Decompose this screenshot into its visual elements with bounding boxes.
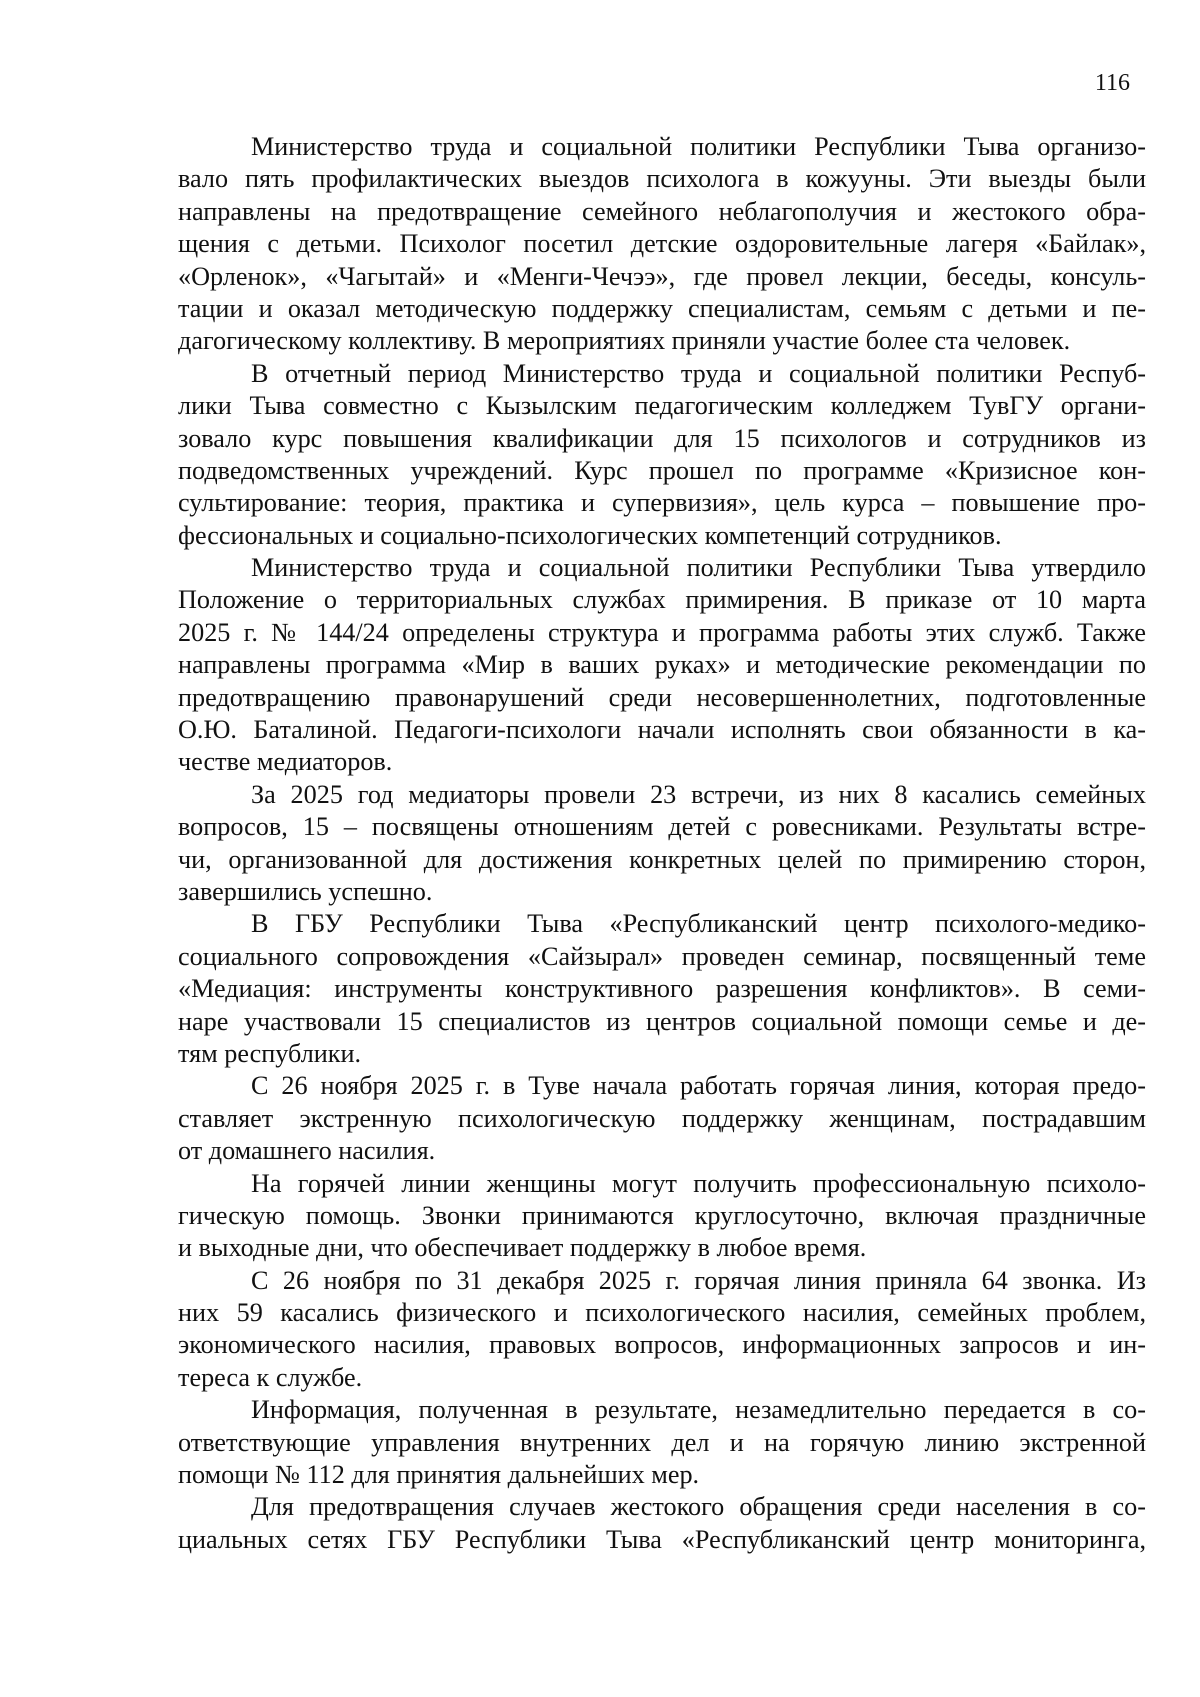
text-line: Информация, полученная в результате, незамедлительно передается в со- — [251, 1395, 1146, 1425]
paragraph — [178, 908, 1146, 1070]
text-line: от домашнего насилия. — [178, 1136, 436, 1166]
text-line: С 26 ноября 2025 г. в Туве начала работать горячая линия, которая предо- — [251, 1071, 1146, 1101]
text-line: вало пять профилактических выездов психолога в кожууны. Эти выезды были — [178, 164, 1146, 194]
text-line: Положение о территориальных службах примирения. В приказе от 10 марта — [178, 585, 1146, 615]
paragraph — [178, 1070, 1146, 1167]
text-line: честве медиаторов. — [178, 747, 393, 777]
text-line: экономического насилия, правовых вопросов, информационных запросов и ин- — [178, 1330, 1146, 1360]
text-line: Министерство труда и социальной политики Республики Тыва организо- — [251, 132, 1146, 161]
text-line: В ГБУ Республики Тыва «Республиканский центр психолого-медико- — [251, 909, 1146, 939]
text-line: 2025 г. № 144/24 определены структура и программа работы этих служб. Также — [178, 617, 1146, 647]
text-line: ставляет экстренную психологическую поддержку женщинам, пострадавшим — [178, 1103, 1146, 1133]
paragraph — [178, 552, 1146, 779]
text-line: завершились успешно. — [178, 876, 433, 906]
text-line: тации и оказал методическую поддержку специалистам, семьям с детьми и пе- — [178, 293, 1146, 323]
paragraph — [178, 1168, 1146, 1265]
text-line: наре участвовали 15 специалистов из центров социальной помощи семье и де- — [178, 1006, 1146, 1036]
paragraph — [178, 1394, 1146, 1491]
text-line: направлены на предотвращение семейного неблагополучия и жестокого обра- — [178, 196, 1146, 226]
text-line: фессиональных и социально-психологических компетенций сотрудников. — [178, 520, 1002, 550]
paragraph — [178, 1265, 1146, 1395]
text-line: щения с детьми. Психолог посетил детские оздоровительные лагеря «Байлак», — [178, 229, 1146, 259]
text-line: Министерство труда и социальной политики Республики Тыва утвердило — [251, 553, 1146, 583]
text-line: На горячей линии женщины могут получить профессиональную психоло- — [251, 1168, 1146, 1198]
text-line: В отчетный период Министерство труда и социальной политики Респуб- — [251, 358, 1146, 388]
text-line: тереса к службе. — [178, 1362, 363, 1392]
text-line: «Орленок», «Чагытай» и «Менги-Чечээ», где провел лекции, беседы, консуль- — [178, 261, 1146, 291]
page-number: 116 — [1094, 70, 1130, 96]
paragraph — [178, 1491, 1146, 1556]
text-line: ответствующие управления внутренних дел и на горячую линию экстренной — [178, 1427, 1146, 1457]
text-line: циальных сетях ГБУ Республики Тыва «Республиканский центр мониторинга, — [178, 1524, 1146, 1554]
text-line: направлены программа «Мир в ваших руках» и методические рекомендации по — [178, 650, 1146, 680]
text-line: помощи № 112 для принятия дальнейших мер. — [178, 1460, 700, 1490]
paragraph — [178, 779, 1146, 909]
text-line: социального сопровождения «Сайзырал» проведен семинар, посвященный теме — [178, 941, 1146, 971]
text-line: лики Тыва совместно с Кызылским педагогическим колледжем ТувГУ органи- — [178, 391, 1146, 421]
text-line: Для предотвращения случаев жестокого обращения среди населения в со- — [251, 1492, 1146, 1522]
text-line: подведомственных учреждений. Курс прошел по программе «Кризисное кон- — [178, 455, 1146, 485]
text-line: тям республики. — [178, 1038, 362, 1068]
text-line: них 59 касались физического и психологического насилия, семейных проблем, — [178, 1298, 1146, 1328]
text-line: сультирование: теория, практика и супервизия», цель курса – повышение про- — [178, 488, 1146, 518]
text-line: предотвращению правонарушений среди несовершеннолетних, подготовленные — [178, 682, 1146, 712]
text-line: О.Ю. Баталиной. Педагоги-психологи начали исполнять свои обязанности в ка- — [178, 715, 1146, 745]
text-line: зовало курс повышения квалификации для 15 психологов и сотрудников из — [178, 423, 1146, 453]
paragraph — [178, 131, 1146, 358]
text-line: и выходные дни, что обеспечивает поддержку в любое время. — [178, 1233, 867, 1263]
text-line: С 26 ноября по 31 декабря 2025 г. горячая линия приняла 64 звонка. Из — [251, 1265, 1146, 1295]
paragraph — [178, 358, 1146, 552]
body-text — [178, 131, 1146, 1556]
text-line: гическую помощь. Звонки принимаются круглосуточно, включая праздничные — [178, 1200, 1146, 1230]
text-line: чи, организованной для достижения конкретных целей по примирению сторон, — [178, 844, 1146, 874]
text-line: За 2025 год медиаторы провели 23 встречи, из них 8 касались семейных — [251, 779, 1146, 809]
text-line: дагогическому коллективу. В мероприятиях приняли участие более ста человек. — [178, 326, 1071, 356]
text-line: вопросов, 15 – посвящены отношениям детей с ровесниками. Результаты встре- — [178, 812, 1146, 842]
text-line: «Медиация: инструменты конструктивного разрешения конфликтов». В семи- — [178, 974, 1146, 1004]
